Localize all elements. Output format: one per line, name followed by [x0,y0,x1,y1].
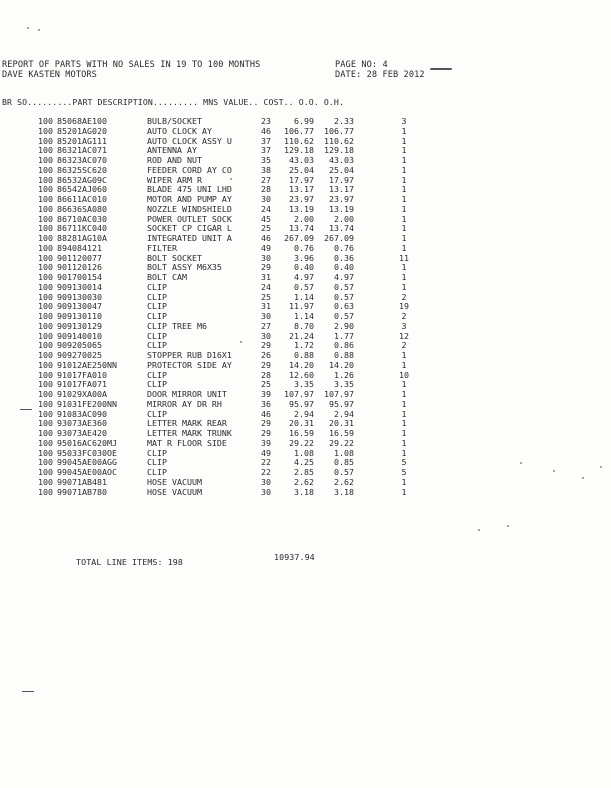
description-cell: BLADE 475 UNI LHD [147,184,232,195]
cost-cell: 1.77 [334,330,354,341]
branch-cell: 100 [38,252,53,263]
part-number-cell: 93073AE360 [57,418,107,429]
on-hand-cell: 1 [401,447,407,458]
part-number-cell: 909130047 [57,301,102,312]
value-cell: 6.99 [294,116,314,126]
cost-cell: 20.31 [329,418,354,429]
description-cell: CLIP [147,291,167,302]
branch-cell: 100 [38,242,53,253]
part-number-cell: 85068AE100 [57,116,107,126]
months-cell: 30 [261,252,271,263]
cost-cell: 129.18 [324,145,354,156]
months-cell: 26 [261,350,271,360]
cost-cell: 106.77 [324,125,354,136]
description-cell: BOLT CAM [147,272,187,282]
part-number-cell: 99045AE00AOC [57,467,117,477]
cost-cell: 0.57 [334,291,354,302]
part-number-cell: 909270025 [57,350,102,360]
months-cell: 22 [261,467,271,477]
cost-cell: 0.86 [334,340,354,351]
on-hand-cell: 5 [401,457,407,468]
value-cell: 29.22 [289,437,314,448]
part-number-cell: 85201AG111 [57,135,107,146]
pen-mark [430,68,452,70]
description-cell: PROTECTOR SIDE AY [147,359,232,370]
description-cell: ROD AND NUT [147,155,202,165]
description-cell: SOCKET CP CIGAR L [147,223,232,234]
branch-cell: 100 [38,262,53,273]
part-number-cell: 86325SC620 [57,164,107,175]
months-cell: 49 [261,242,271,253]
months-cell: 30 [261,194,271,204]
on-hand-cell: 1 [401,174,407,185]
cost-cell: 1.26 [334,369,354,380]
months-cell: 24 [261,281,271,292]
branch-cell: 100 [38,457,53,468]
branch-cell: 100 [38,233,53,243]
months-cell: 45 [261,213,271,224]
cost-cell: 14.20 [329,359,354,370]
branch-cell: 100 [38,184,53,195]
part-number-cell: 91083AC090 [57,408,107,419]
on-hand-cell: 1 [401,233,407,243]
months-cell: 38 [261,164,271,175]
part-number-cell: 93073AE420 [57,428,107,438]
value-cell: 13.74 [289,223,314,234]
months-cell: 30 [261,330,271,341]
value-cell: 13.19 [289,203,314,214]
value-cell: 0.88 [294,350,314,360]
part-number-cell: 91017FA071 [57,379,107,390]
branch-cell: 100 [38,408,53,419]
value-cell: 4.25 [294,457,314,468]
months-cell: 31 [261,272,271,282]
cost-cell: 2.33 [334,116,354,126]
value-cell: 129.18 [284,145,314,156]
cost-cell: 0.36 [334,252,354,263]
on-hand-cell: 1 [401,242,407,253]
cost-cell: 267.09 [324,233,354,243]
branch-cell: 100 [38,340,53,351]
months-cell: 30 [261,311,271,321]
part-number-cell: 86532AG09C [57,174,107,185]
on-hand-cell: 1 [401,437,407,448]
description-cell: CLIP TREE M6 [147,320,207,331]
on-hand-cell: 2 [401,311,407,321]
on-hand-cell: 1 [401,213,407,224]
part-number-cell: 86611AC010 [57,194,107,204]
page-number: PAGE NO: 4 [335,60,388,70]
description-cell: STOPPER RUB D16X1 [147,350,232,360]
on-hand-cell: 1 [401,155,407,165]
branch-cell: 100 [38,369,53,380]
scan-speck [38,29,40,31]
description-cell: DOOR MIRROR UNIT [147,389,227,399]
description-cell: CLIP [147,301,167,312]
months-cell: 46 [261,408,271,419]
cost-cell: 1.08 [334,447,354,458]
branch-cell: 100 [38,379,53,390]
cost-cell: 29.22 [329,437,354,448]
on-hand-cell: 19 [399,301,409,312]
branch-cell: 100 [38,467,53,477]
on-hand-cell: 3 [401,320,407,331]
months-cell: 24 [261,203,271,214]
on-hand-cell: 2 [401,340,407,351]
description-cell: CLIP [147,340,167,351]
part-number-cell: 99071AB481 [57,476,107,487]
description-cell: CLIP [147,447,167,458]
part-number-cell: 85201AG020 [57,125,107,136]
cost-cell: 25.04 [329,164,354,175]
part-number-cell: 86321AC071 [57,145,107,156]
cost-cell: 0.63 [334,301,354,312]
on-hand-cell: 1 [401,203,407,214]
months-cell: 31 [261,301,271,312]
value-cell: 17.97 [289,174,314,185]
cost-cell: 0.40 [334,262,354,273]
description-cell: MOTOR AND PUMP AY [147,194,232,204]
cost-cell: 0.57 [334,311,354,321]
branch-cell: 100 [38,330,53,341]
on-hand-cell: 1 [401,379,407,390]
part-number-cell: 91017FA010 [57,369,107,380]
value-cell: 20.31 [289,418,314,429]
description-cell: LETTER MARK REAR [147,418,227,429]
description-cell: HOSE VACUUM [147,486,202,497]
months-cell: 28 [261,184,271,195]
description-cell: NOZZLE WINDSHIELD [147,203,232,214]
months-cell: 23 [261,116,271,126]
value-cell: 23.97 [289,194,314,204]
report-date: DATE: 28 FEB 2012 [335,70,425,80]
description-cell: CLIP [147,467,167,477]
branch-cell: 100 [38,301,53,312]
description-cell: ANTENNA AY [147,145,197,156]
description-cell: FILTER [147,242,177,253]
cost-cell: 13.74 [329,223,354,234]
description-cell: MAT R FLOOR SIDE [147,437,227,448]
cost-cell: 23.97 [329,194,354,204]
cost-cell: 3.18 [334,486,354,497]
on-hand-cell: 1 [401,428,407,438]
cost-cell: 43.03 [329,155,354,165]
cost-cell: 95.97 [329,398,354,409]
value-cell: 95.97 [289,398,314,409]
on-hand-cell: 1 [401,486,407,497]
months-cell: 25 [261,379,271,390]
value-cell: 0.57 [294,281,314,292]
on-hand-cell: 11 [399,252,409,263]
on-hand-cell: 1 [401,476,407,487]
value-cell: 3.96 [294,252,314,263]
scan-speck [520,462,522,464]
report-title: REPORT OF PARTS WITH NO SALES IN 19 TO 100 MONTHS [2,60,261,70]
months-cell: 27 [261,174,271,185]
part-number-cell: 99071AB780 [57,486,107,497]
months-cell: 35 [261,155,271,165]
cost-cell: 0.76 [334,242,354,253]
description-cell: CLIP [147,379,167,390]
branch-cell: 100 [38,135,53,146]
months-cell: 25 [261,291,271,302]
value-cell: 2.85 [294,467,314,477]
part-number-cell: 86636SA080 [57,203,107,214]
on-hand-cell: 12 [399,330,409,341]
on-hand-cell: 1 [401,164,407,175]
months-cell: 29 [261,359,271,370]
months-cell: 29 [261,428,271,438]
part-number-cell: 909130129 [57,320,102,331]
months-cell: 29 [261,262,271,273]
months-cell: 39 [261,389,271,399]
part-number-cell: 894084121 [57,242,102,253]
on-hand-cell: 1 [401,350,407,360]
scan-speck [478,529,480,531]
description-cell: BOLT SOCKET [147,252,202,263]
description-cell: CLIP [147,369,167,380]
value-cell: 2.94 [294,408,314,419]
months-cell: 46 [261,125,271,136]
branch-cell: 100 [38,320,53,331]
on-hand-cell: 1 [401,281,407,292]
cost-cell: 0.85 [334,457,354,468]
part-number-cell: 91012AE250NN [57,359,117,370]
total-value: 10937.94 [274,552,315,562]
description-cell: CLIP [147,311,167,321]
part-number-cell: 909130030 [57,291,102,302]
part-number-cell: 99045AE00AGG [57,457,117,468]
value-cell: 0.40 [294,262,314,273]
on-hand-cell: 10 [399,369,409,380]
on-hand-cell: 1 [401,408,407,419]
description-cell: INTEGRATED UNIT A [147,233,232,243]
on-hand-cell: 1 [401,389,407,399]
on-hand-cell: 1 [401,223,407,234]
on-hand-cell: 1 [401,272,407,282]
branch-cell: 100 [38,311,53,321]
branch-cell: 100 [38,418,53,429]
cost-cell: 0.88 [334,350,354,360]
part-number-cell: 91031FE200NN [57,398,117,409]
cost-cell: 16.59 [329,428,354,438]
branch-cell: 100 [38,291,53,302]
months-cell: 22 [261,457,271,468]
description-cell: BOLT ASSY M6X35 [147,262,222,273]
on-hand-cell: 1 [401,194,407,204]
months-cell: 39 [261,437,271,448]
value-cell: 1.72 [294,340,314,351]
description-cell: LETTER MARK TRUNK [147,428,232,438]
on-hand-cell: 1 [401,359,407,370]
part-number-cell: 909140010 [57,330,102,341]
cost-cell: 2.62 [334,476,354,487]
value-cell: 8.70 [294,320,314,331]
scan-speck [600,466,602,468]
value-cell: 267.09 [284,233,314,243]
on-hand-cell: 1 [401,418,407,429]
part-number-cell: 909205065 [57,340,102,351]
value-cell: 1.08 [294,447,314,458]
cost-cell: 0.57 [334,467,354,477]
value-cell: 4.97 [294,272,314,282]
branch-cell: 100 [38,428,53,438]
part-number-cell: 95016AC620MJ [57,437,117,448]
branch-cell: 100 [38,350,53,360]
branch-cell: 100 [38,359,53,370]
on-hand-cell: 5 [401,467,407,477]
value-cell: 0.76 [294,242,314,253]
stray-mark [22,691,34,692]
description-cell: AUTO CLOCK AY [147,125,212,136]
scan-speck [553,470,555,472]
cost-cell: 13.19 [329,203,354,214]
branch-cell: 100 [38,272,53,282]
months-cell: 25 [261,223,271,234]
cost-cell: 2.90 [334,320,354,331]
description-cell: FEEDER CORD AY CO [147,164,232,175]
part-number-cell: 909130014 [57,281,102,292]
description-cell: MIRROR AY DR RH [147,398,222,409]
part-number-cell: 86323AC070 [57,155,107,165]
branch-cell: 100 [38,437,53,448]
part-number-cell: 909130110 [57,311,102,321]
scan-speck [507,525,509,527]
part-number-cell: 86542AJ060 [57,184,107,195]
branch-cell: 100 [38,155,53,165]
branch-cell: 100 [38,389,53,399]
months-cell: 27 [261,320,271,331]
value-cell: 1.14 [294,291,314,302]
cost-cell: 17.97 [329,174,354,185]
description-cell: WIPER ARM R [147,174,202,185]
months-cell: 30 [261,486,271,497]
branch-cell: 100 [38,125,53,136]
months-cell: 30 [261,476,271,487]
months-cell: 29 [261,418,271,429]
on-hand-cell: 1 [401,398,407,409]
on-hand-cell: 1 [401,262,407,273]
months-cell: 36 [261,398,271,409]
on-hand-cell: 2 [401,291,407,302]
branch-cell: 100 [38,486,53,497]
stray-mark [20,409,32,410]
branch-cell: 100 [38,213,53,224]
branch-cell: 100 [38,447,53,458]
on-hand-cell: 1 [401,184,407,195]
months-cell: 28 [261,369,271,380]
scan-speck [27,27,29,29]
value-cell: 107.97 [284,389,314,399]
cost-cell: 3.35 [334,379,354,390]
branch-cell: 100 [38,203,53,214]
cost-cell: 2.94 [334,408,354,419]
description-cell: HOSE VACUUM [147,476,202,487]
description-cell: AUTO CLOCK ASSY U [147,135,232,146]
branch-cell: 100 [38,476,53,487]
cost-cell: 2.00 [334,213,354,224]
part-number-cell: 901120126 [57,262,102,273]
months-cell: 46 [261,233,271,243]
total-line-items: TOTAL LINE ITEMS: 198 [76,557,183,567]
value-cell: 2.62 [294,476,314,487]
description-cell: CLIP [147,281,167,292]
value-cell: 110.62 [284,135,314,146]
branch-cell: 100 [38,398,53,409]
scan-speck [230,178,232,180]
months-cell: 49 [261,447,271,458]
cost-cell: 13.17 [329,184,354,195]
value-cell: 14.20 [289,359,314,370]
months-cell: 37 [261,145,271,156]
branch-cell: 100 [38,116,53,126]
branch-cell: 100 [38,164,53,175]
part-number-cell: 901700154 [57,272,102,282]
branch-cell: 100 [38,223,53,234]
value-cell: 12.60 [289,369,314,380]
dealer-name: DAVE KASTEN MOTORS [2,70,97,80]
value-cell: 106.77 [284,125,314,136]
on-hand-cell: 1 [401,125,407,136]
value-cell: 16.59 [289,428,314,438]
scan-speck [240,341,242,343]
months-cell: 29 [261,340,271,351]
description-cell: CLIP [147,457,167,468]
value-cell: 3.35 [294,379,314,390]
value-cell: 1.14 [294,311,314,321]
part-number-cell: 901120077 [57,252,102,263]
column-headers: BR SO.........PART DESCRIPTION......... MNS VALUE.. COST.. O.O. O.H. [2,97,344,107]
description-cell: CLIP [147,330,167,341]
branch-cell: 100 [38,194,53,204]
value-cell: 25.04 [289,164,314,175]
value-cell: 2.00 [294,213,314,224]
value-cell: 13.17 [289,184,314,195]
value-cell: 43.03 [289,155,314,165]
cost-cell: 107.97 [324,389,354,399]
months-cell: 37 [261,135,271,146]
branch-cell: 100 [38,281,53,292]
cost-cell: 0.57 [334,281,354,292]
value-cell: 21.24 [289,330,314,341]
cost-cell: 110.62 [324,135,354,146]
value-cell: 3.18 [294,486,314,497]
value-cell: 11.97 [289,301,314,312]
on-hand-cell: 3 [401,116,407,126]
on-hand-cell: 1 [401,135,407,146]
part-number-cell: 95033FC030OE [57,447,117,458]
part-number-cell: 91029XA00A [57,389,107,399]
description-cell: CLIP [147,408,167,419]
scan-speck [582,477,584,479]
part-number-cell: 86711KC040 [57,223,107,234]
on-hand-cell: 1 [401,145,407,156]
part-number-cell: 88281AG10A [57,233,107,243]
description-cell: BULB/SOCKET [147,116,202,126]
description-cell: POWER OUTLET SOCK [147,213,232,224]
branch-cell: 100 [38,145,53,156]
cost-cell: 4.97 [334,272,354,282]
part-number-cell: 86710AC030 [57,213,107,224]
branch-cell: 100 [38,174,53,185]
